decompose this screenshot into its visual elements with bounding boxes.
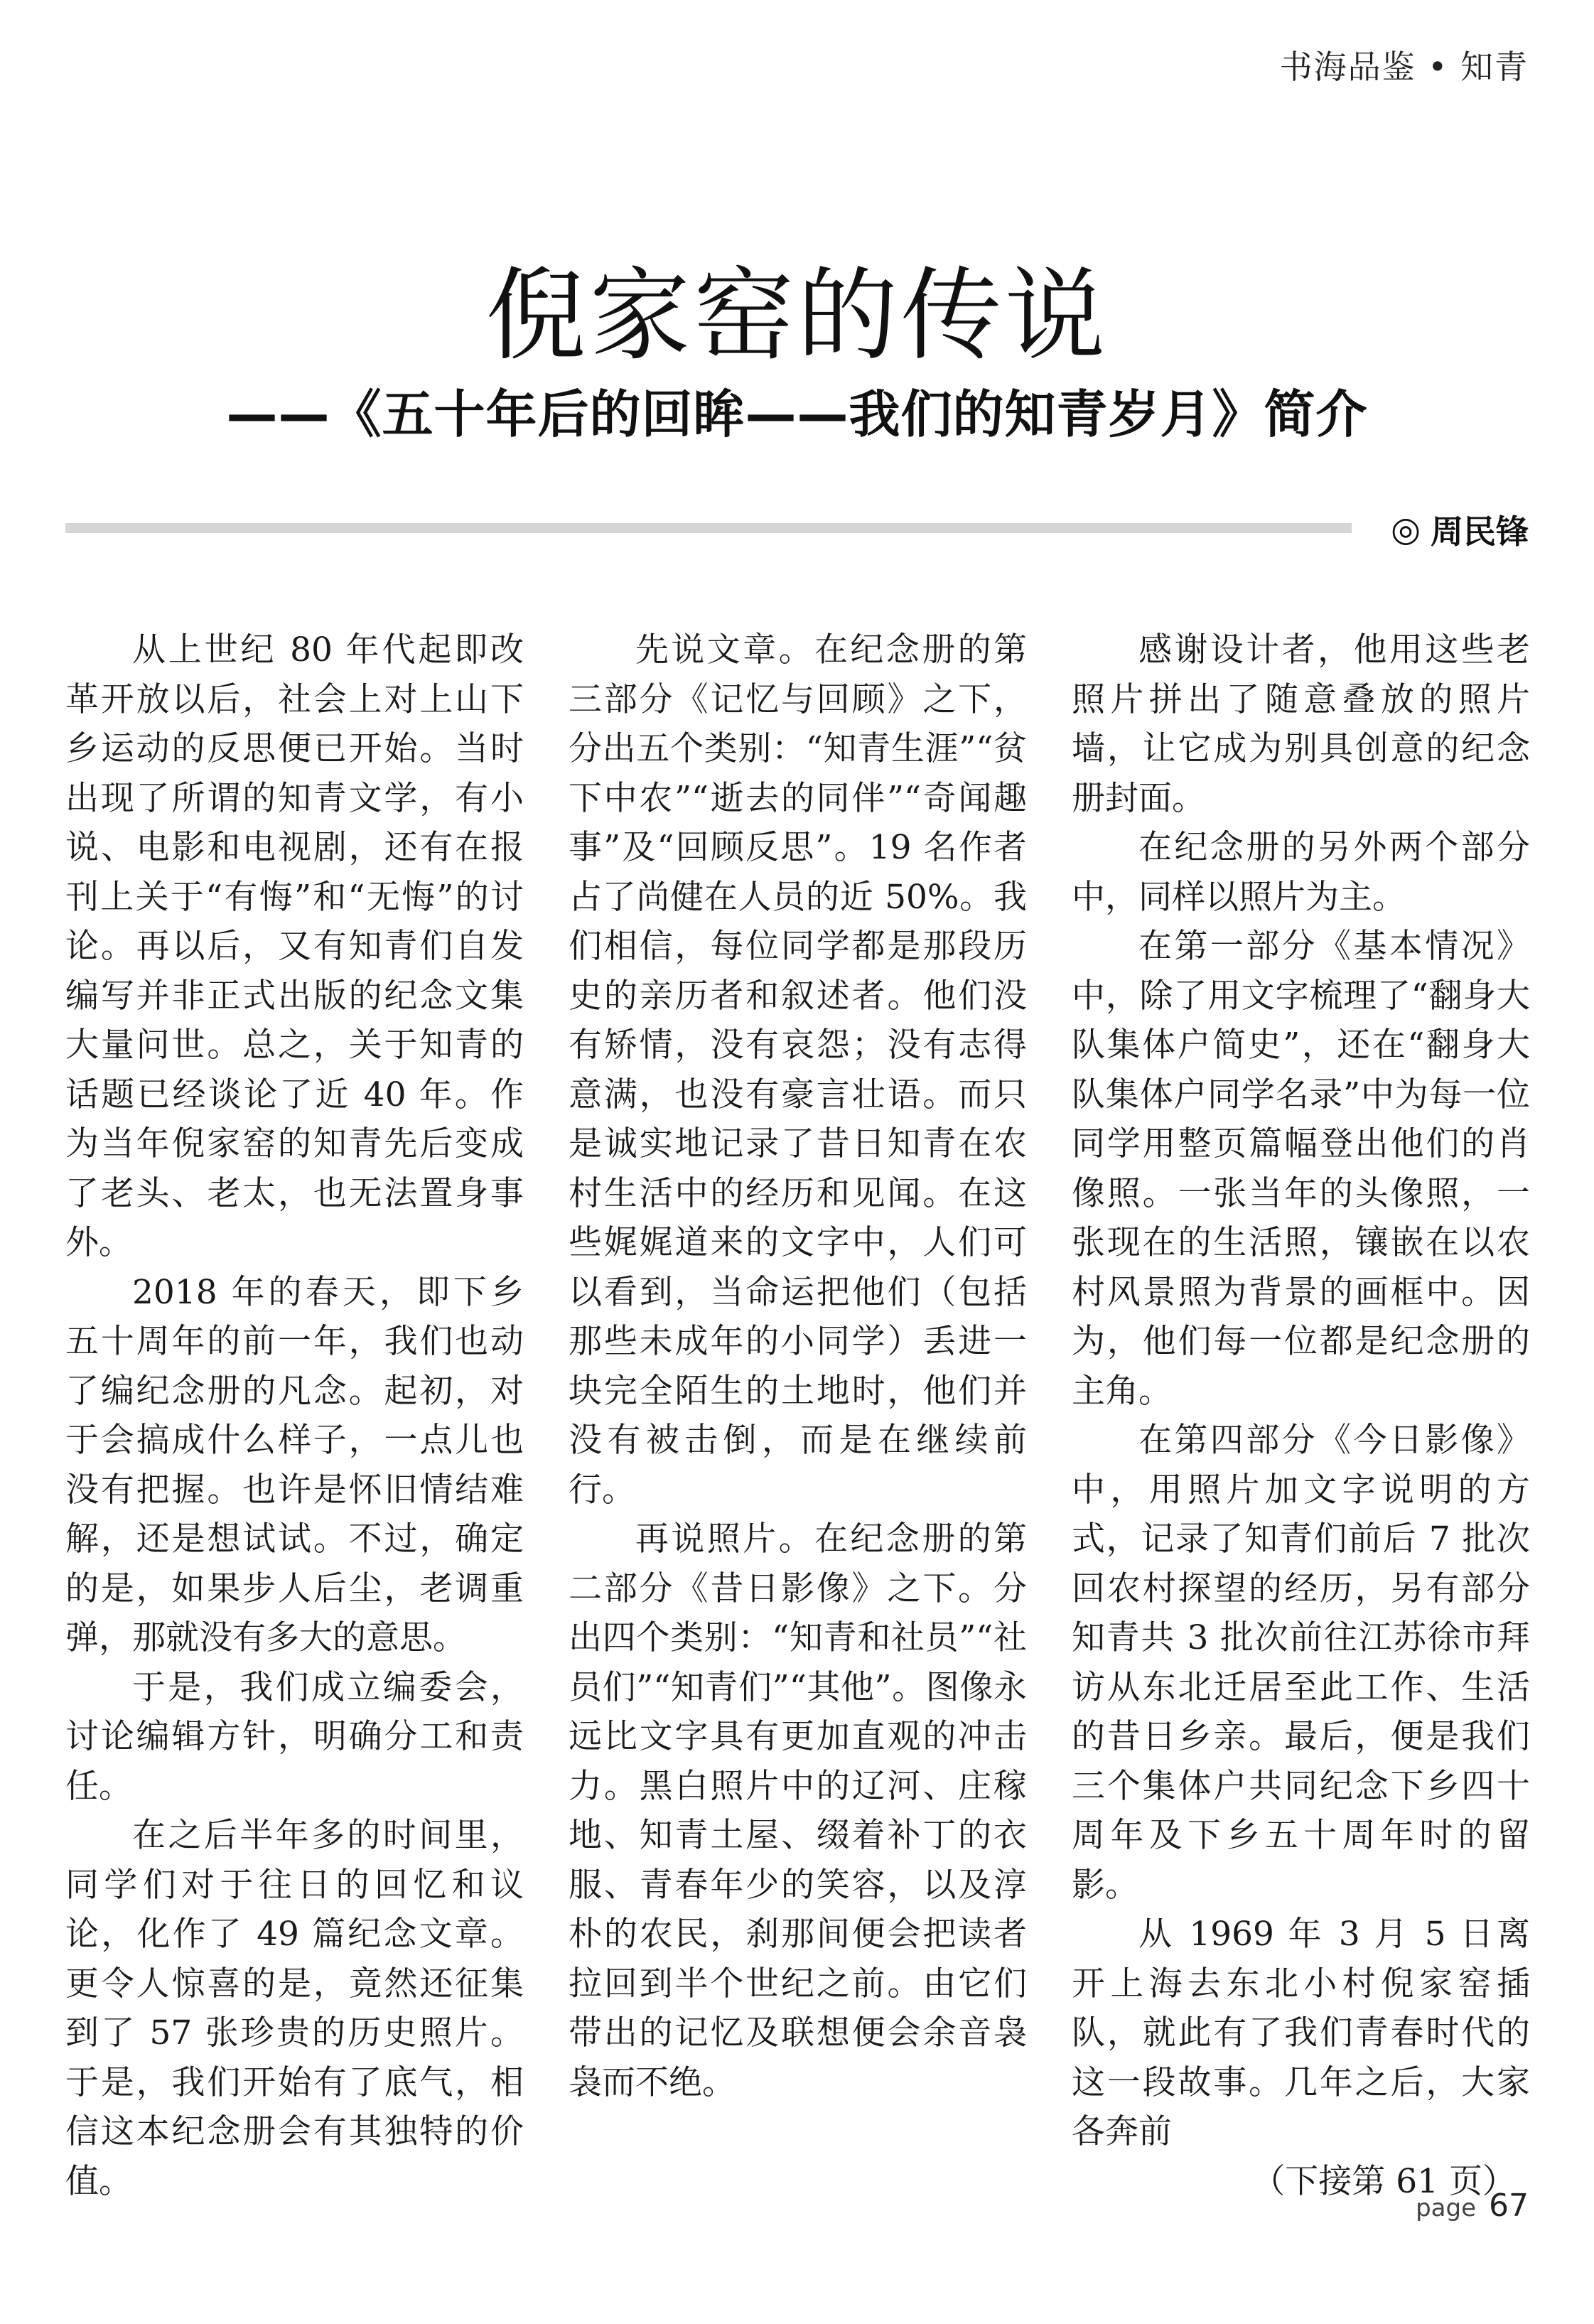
paragraph: 在第四部分《今日影像》中，用照片加文字说明的方式，记录了知青们前后 7 批次回农村探望的经历，另有部分知青共 3 批次前往江苏徐市拜访从东北迁居至此工作、生活的昔日乡亲。最后，便是我们三个集体户共同纪念下乡四十周年及下乡五十周年时的留影。 — [1072, 1421, 1530, 1905]
paragraph: 从 1969 年 3 月 5 日离开上海去东北小村倪家窑插队，就此有了我们青春时代的这一段故事。几年之后，大家各奔前 — [1072, 1915, 1530, 2151]
text-column-1 — [65, 625, 524, 2206]
article-subtitle: ——《五十年后的回眸——我们的知青岁月》简介 — [226, 384, 1368, 444]
author-mark-icon: ◎ — [1391, 510, 1421, 549]
continued-note: （下接第 61 页） — [1251, 2161, 1516, 2201]
paragraph: 从上世纪 80 年代起即改革开放以后，社会上对上山下乡运动的反思便已开始。当时出现了所谓的知青文学，有小说、电影和电视剧，还有在报刊上关于“有悔”和“无悔”的讨论。再以后，又有知青们自发编写并非正式出版的纪念文集大量问世。总之，关于知青的话题已经谈论了近 40 年。作为当年倪家窑的知青先后变成了老头、老太，也无法置身事外。 — [65, 630, 524, 1262]
page-number — [1416, 2188, 1529, 2224]
paragraph: 再说照片。在纪念册的第二部分《昔日影像》之下。分出四个类别：“知青和社员”“社员们”“知青们”“其他”。图像永远比文字具有更加直观的冲击力。黑白照片中的辽河、庄稼地、知青土屋、缀着补丁的衣服、青春年少的笑容，以及淳朴的农民，刹那间便会把读者拉回到半个世纪之前。由它们带出的记忆及联想便会余音袅袅而不绝。 — [569, 1519, 1027, 2102]
header-divider — [65, 523, 1352, 533]
author-name: 周民锋 — [1431, 512, 1529, 551]
byline — [1391, 506, 1529, 553]
paragraph: 于是，我们成立编委会，讨论编辑方针，明确分工和责任。 — [65, 1667, 524, 1806]
text-column-3 — [1072, 625, 1530, 2206]
page-number-value: 67 — [1489, 2188, 1529, 2224]
page-label: page — [1416, 2194, 1476, 2222]
paragraph: 在之后半年多的时间里，同学们对于往日的回忆和议论，化作了 49 篇纪念文章。更令人惊喜的是，竟然还征集到了 57 张珍贵的历史照片。于是，我们开始有了底气，相信这本纪念册会有其独特的价值。 — [65, 1816, 524, 2201]
paragraph: 在纪念册的另外两个部分中，同样以照片为主。 — [1072, 828, 1530, 917]
paragraph: 2018 年的春天，即下乡五十周年的前一年，我们也动了编纪念册的凡念。起初，对于会搞成什么样子，一点儿也没有把握。也许是怀旧情结难解，还是想试试。不过，确定的是，如果步人后尘，老调重弹，那就没有多大的意思。 — [65, 1272, 524, 1657]
paragraph: 感谢设计者，他用这些老照片拼出了随意叠放的照片墙，让它成为别具创意的纪念册封面。 — [1072, 630, 1530, 818]
article-title: 倪家窑的传说 — [485, 257, 1109, 375]
text-column-2 — [569, 625, 1027, 2107]
paragraph: 先说文章。在纪念册的第三部分《记忆与回顾》之下，分出五个类别：“知青生涯”“贫下中农”“逝去的同伴”“奇闻趣事”及“回顾反思”。19 名作者占了尚健在人员的近 50%。我们相信，每位同学都是那段历史的亲历者和叙述者。他们没有矫情，没有哀怨；没有志得意满，也没有豪言壮语。而只是诚实地记录了昔日知青在农村生活中的经历和见闻。在这些娓娓道来的文字中，人们可以看到，当命运把他们（包括那些未成年的小同学）丢进一块完全陌生的土地时，他们并没有被击倒，而是在继续前行。 — [569, 630, 1027, 1510]
section-tag: 书海品鉴 • 知青 — [1279, 48, 1529, 86]
paragraph: 在第一部分《基本情况》中，除了用文字梳理了“翻身大队集体户简史”，还在“翻身大队集体户同学名录”中为每一位同学用整页篇幅登出他们的肖像照。一张当年的头像照，一张现在的生活照，镶嵌在以农村风景照为背景的画框中。因为，他们每一位都是纪念册的主角。 — [1072, 927, 1530, 1411]
